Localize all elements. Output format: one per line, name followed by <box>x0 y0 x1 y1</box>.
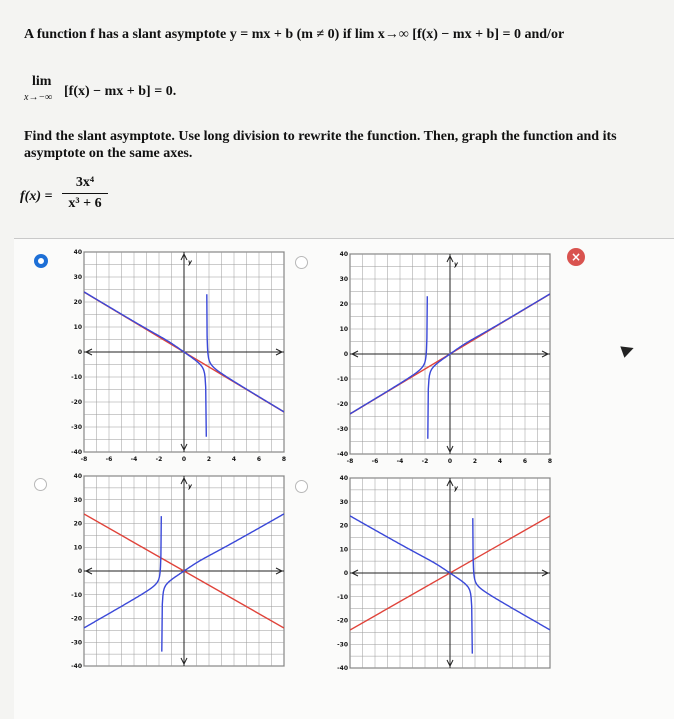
x-tick-label: 2 <box>206 456 212 463</box>
y-tick-label: 20 <box>73 520 82 528</box>
limit-subscript: x→−∞ <box>24 92 53 103</box>
y-tick-label: -10 <box>71 591 82 599</box>
y-tick-label: 30 <box>73 274 82 281</box>
y-tick-label: -30 <box>337 641 348 649</box>
x-tick-label: -6 <box>105 456 113 463</box>
function-denominator: x³ + 6 <box>68 196 102 211</box>
y-tick-label: -40 <box>337 451 348 458</box>
y-tick-label: 30 <box>339 498 348 506</box>
y-tick-label: -30 <box>71 424 82 431</box>
choice-b-radio[interactable] <box>295 256 308 269</box>
graph-choice-b[interactable] <box>330 250 553 465</box>
x-tick-label: 8 <box>281 456 287 463</box>
x-tick-label: 6 <box>256 456 262 463</box>
y-tick-label: -10 <box>337 376 348 383</box>
y-tick-label: -20 <box>337 401 348 408</box>
y-tick-label: -40 <box>71 663 82 670</box>
graph-choice-a[interactable] <box>64 248 287 463</box>
y-tick-label: 20 <box>339 522 348 530</box>
y-tick-label: -20 <box>337 617 348 625</box>
x-tick-label: -6 <box>371 458 379 465</box>
x-tick-label: 4 <box>497 458 503 465</box>
y-axis-label: y <box>454 485 458 492</box>
y-tick-label: -40 <box>337 665 348 672</box>
y-tick-label: 40 <box>339 251 348 258</box>
choice-d-radio[interactable] <box>295 480 308 493</box>
y-tick-label: -10 <box>71 374 82 381</box>
y-tick-label: -10 <box>337 593 348 601</box>
x-tick-label: -8 <box>80 456 88 463</box>
y-tick-label: 20 <box>73 299 82 306</box>
y-tick-label: 10 <box>73 324 82 331</box>
function-fraction <box>62 175 108 212</box>
y-tick-label: -20 <box>71 615 82 623</box>
x-tick-label: -8 <box>346 458 354 465</box>
y-tick-label: 30 <box>73 496 82 504</box>
y-tick-label: 20 <box>339 301 348 308</box>
y-tick-label: -40 <box>71 449 82 456</box>
choice-a-radio[interactable] <box>34 254 48 268</box>
x-tick-label: -2 <box>155 456 163 463</box>
y-tick-label: 40 <box>339 475 348 482</box>
limit-expression: [f(x) − mx + b] = 0. <box>64 84 177 99</box>
x-tick-label: 0 <box>447 458 453 465</box>
y-tick-label: 10 <box>339 546 348 554</box>
y-tick-label: 40 <box>73 249 82 256</box>
x-tick-label: 2 <box>472 458 478 465</box>
y-tick-label: -30 <box>71 639 82 647</box>
y-tick-label: 0 <box>343 351 348 358</box>
y-tick-label: 40 <box>73 473 82 480</box>
x-tick-label: -2 <box>421 458 429 465</box>
y-axis-label: y <box>454 261 458 268</box>
x-tick-label: 4 <box>231 456 237 463</box>
incorrect-icon: × <box>567 248 585 266</box>
function-numerator: 3x⁴ <box>62 175 108 194</box>
y-tick-label: 0 <box>77 568 82 575</box>
y-tick-label: 0 <box>343 570 348 577</box>
y-tick-label: -20 <box>71 399 82 406</box>
y-tick-label: -30 <box>337 426 348 433</box>
limit-word: lim <box>32 74 52 89</box>
function-label: f(x) = <box>20 189 53 204</box>
y-tick-label: 10 <box>339 326 348 333</box>
x-tick-label: 0 <box>181 456 187 463</box>
y-tick-label: 0 <box>77 349 82 356</box>
graph-choice-d[interactable] <box>330 474 550 674</box>
graph-choice-c[interactable] <box>64 472 284 672</box>
x-tick-label: -4 <box>396 458 404 465</box>
y-tick-label: 30 <box>339 276 348 283</box>
x-tick-label: 8 <box>547 458 553 465</box>
slant-asymptote-definition: A function f has a slant asymptote y = mx + b (m ≠ 0) if lim x→∞ [f(x) − mx + b] = 0 and/or <box>24 27 565 42</box>
y-tick-label: 10 <box>73 544 82 552</box>
x-tick-label: -4 <box>130 456 138 463</box>
question-instructions: Find the slant asymptote. Use long division to rewrite the function. Then, graph the function and its asymptote on the same axes. <box>24 129 617 161</box>
choice-c-radio[interactable] <box>34 478 47 491</box>
y-axis-label: y <box>188 259 192 266</box>
x-tick-label: 6 <box>522 458 528 465</box>
y-axis-label: y <box>188 483 192 490</box>
